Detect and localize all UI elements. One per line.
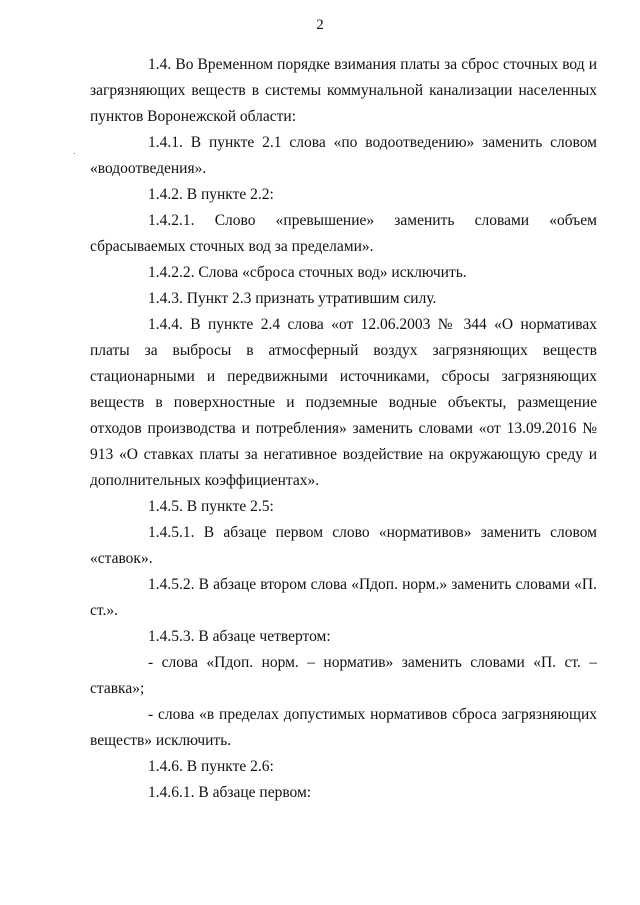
paragraph-1-4-2: 1.4.2. В пункте 2.2: (148, 186, 274, 203)
paragraph-1-4-4: 1.4.4. В пункте 2.4 слова «от 12.06.2003 № 344 «О нормативах платы за выбросы в атмосферный воздух загрязняющих веществ стационарными и передвижными источниками, сбросы загрязняющих веществ в поверхностные и подземные водные объекты, размещение отходов производства и потребления» заменить словами «от 13.09.2016 № 913 «О ставках платы за негативное воздействие на окружающую среду и дополнительных коэффициентах». (90, 316, 597, 489)
page-number: 2 (316, 17, 324, 33)
paragraph-1-4: 1.4. Во Временном порядке взимания платы за сброс сточных вод и загрязняющих веществ в системы коммунальной канализации населенных пунктов Воронежской области: (90, 56, 597, 125)
list-item-dash-2: - слова «в пределах допустимых нормативов сброса загрязняющих веществ» исключить. (90, 706, 597, 749)
paragraph-1-4-1: 1.4.1. В пункте 2.1 слова «по водоотведению» заменить словом «водоотведения». (90, 134, 597, 177)
paragraph-1-4-5-3: 1.4.5.3. В абзаце четвертом: (148, 628, 331, 645)
paragraph-1-4-6-1: 1.4.6.1. В абзаце первом: (148, 784, 312, 801)
paragraph-1-4-5-2: 1.4.5.2. В абзаце втором слова «Пдоп. норм.» заменить словами «П. ст.». (90, 576, 597, 619)
paragraph-1-4-2-1: 1.4.2.1. Слово «превышение» заменить словами «объем сбрасываемых сточных вод за пределами». (90, 212, 597, 255)
paragraph-1-4-2-2: 1.4.2.2. Слова «сброса сточных вод» исключить. (148, 264, 467, 281)
paragraph-1-4-5-1: 1.4.5.1. В абзаце первом слово «нормативов» заменить словом «ставок». (90, 524, 597, 567)
document-body (90, 52, 597, 806)
paragraph-1-4-3: 1.4.3. Пункт 2.3 признать утратившим силу. (148, 290, 437, 307)
margin-dot (74, 153, 75, 154)
paragraph-1-4-5: 1.4.5. В пункте 2.5: (148, 498, 274, 515)
list-item-dash-1: - слова «Пдоп. норм. – норматив» заменить словами «П. ст. – ставка»; (90, 654, 597, 697)
paragraph-1-4-6: 1.4.6. В пункте 2.6: (148, 758, 274, 775)
